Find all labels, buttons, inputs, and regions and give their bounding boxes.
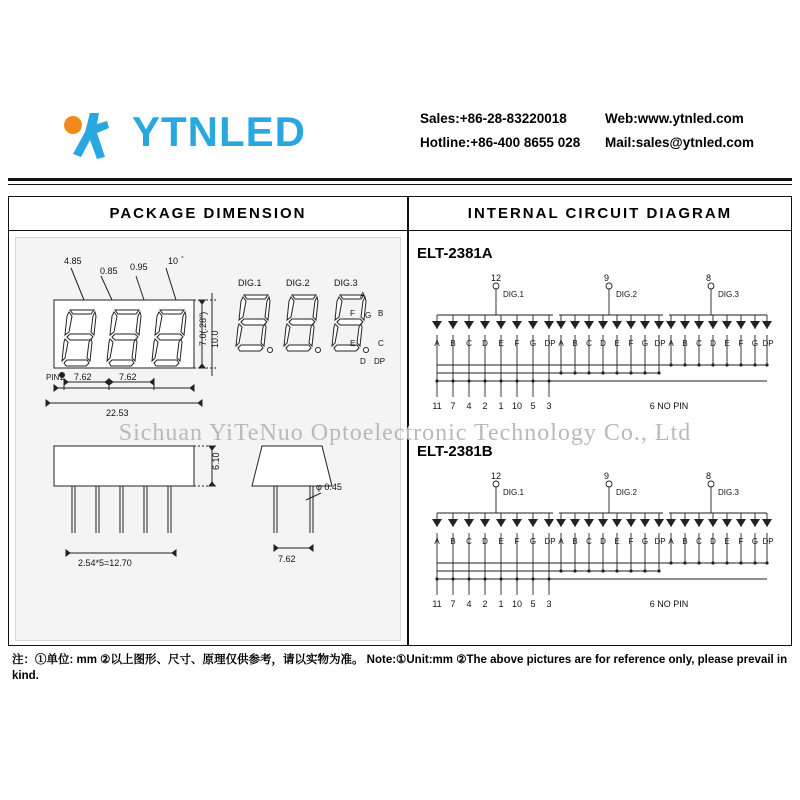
brand-logo <box>60 100 400 170</box>
pin-number-b-5: 10 <box>511 599 523 609</box>
dim-angle-10: 10 <box>168 256 179 266</box>
logo-mark-icon <box>60 105 122 167</box>
svg-text:F: F <box>628 537 634 546</box>
svg-text:A: A <box>558 537 564 546</box>
svg-text:A: A <box>558 339 564 348</box>
part-number-a: ELT-2381A <box>417 245 493 262</box>
footer-note: 注：①单位: mm ②以上图形、尺寸、原理仅供参考，请以实物为准。 Note:①Unit:mm ②The above pictures are for reference only, please prevail in kind. <box>12 654 788 682</box>
label-dig2: DIG.2 <box>286 278 310 288</box>
svg-text:D: D <box>600 537 606 546</box>
svg-text:DP: DP <box>544 339 556 348</box>
svg-text:B: B <box>572 537 578 546</box>
svg-text:D: D <box>710 339 716 348</box>
pin-number-b-2: 4 <box>466 599 472 609</box>
svg-text:DP: DP <box>654 339 666 348</box>
digit-label-1-b: DIG.1 <box>503 488 524 497</box>
package-dimension-drawing <box>16 238 402 642</box>
svg-text:G: G <box>529 537 537 546</box>
svg-text:C: C <box>586 339 592 348</box>
seg-label-c: C <box>378 339 384 348</box>
contact-block <box>420 107 800 155</box>
common-pin-9-b: 9 <box>604 471 610 481</box>
svg-text:C: C <box>466 537 472 546</box>
seg-label-g: G <box>365 311 372 320</box>
dim-0-85: 0.85 <box>100 266 118 276</box>
dim-0-95: 0.95 <box>130 262 148 272</box>
svg-text:C: C <box>696 339 702 348</box>
seg-label-dp: DP <box>374 357 386 366</box>
pin-number-a-1: 7 <box>450 401 456 411</box>
common-pin-8-a: 8 <box>706 273 712 283</box>
svg-text:D: D <box>482 339 488 348</box>
svg-text:A: A <box>434 339 440 348</box>
dim-22-53: 22.53 <box>106 408 129 418</box>
svg-text:E: E <box>498 537 504 546</box>
common-pin-12-a: 12 <box>491 273 502 283</box>
svg-text:DP: DP <box>762 537 774 546</box>
common-pin-12-b: 12 <box>491 471 502 481</box>
pin1-label: PIN1 <box>46 373 64 382</box>
panel-vertical-divider <box>407 197 409 645</box>
digit-label-3-b: DIG.3 <box>718 488 739 497</box>
svg-text:G: G <box>751 339 759 348</box>
svg-text:G: G <box>641 537 649 546</box>
circuit-diagram-b <box>411 467 789 617</box>
main-frame <box>8 196 792 646</box>
dim-7-62-a: 7.62 <box>74 372 92 382</box>
digit-label-3-a: DIG.3 <box>718 290 739 299</box>
circuit-diagram-a <box>411 269 789 419</box>
page-header <box>30 95 775 175</box>
internal-circuit-title: INTERNAL CIRCUIT DIAGRAM <box>467 205 733 222</box>
svg-text:E: E <box>724 537 730 546</box>
pin-number-a-4: 1 <box>498 401 504 411</box>
svg-text:G: G <box>529 339 537 348</box>
contact-hotline: Hotline:+86-400 8655 028 <box>420 135 581 150</box>
package-dimension-panel <box>15 237 401 641</box>
common-pin-8-b: 8 <box>706 471 712 481</box>
digit-label-2-a: DIG.2 <box>616 290 637 299</box>
digit-label-2-b: DIG.2 <box>616 488 637 497</box>
no-pin-note-a: 6 NO PIN <box>649 401 689 411</box>
dim-2-54: 2.54*5=12.70 <box>78 558 132 568</box>
seg-label-a: A <box>360 291 366 300</box>
watermark-text: Sichuan YiTeNuo Optoelectronic Technology Co., Ltd <box>118 420 692 446</box>
svg-text:F: F <box>514 339 520 348</box>
pin-number-a-7: 3 <box>546 401 552 411</box>
svg-text:B: B <box>450 537 456 546</box>
contact-mail: Mail:sales@ytnled.com <box>605 135 754 150</box>
svg-text:E: E <box>724 339 730 348</box>
dim-phi-0-45: φ 0.45 <box>316 482 342 492</box>
svg-text:C: C <box>466 339 472 348</box>
part-number-b: ELT-2381B <box>417 443 493 460</box>
svg-text:F: F <box>738 339 744 348</box>
pin-number-a-2: 4 <box>466 401 472 411</box>
svg-text:A: A <box>668 537 674 546</box>
svg-text:E: E <box>614 537 620 546</box>
degree-icon: ° <box>181 256 184 263</box>
svg-text:F: F <box>514 537 520 546</box>
svg-text:C: C <box>586 537 592 546</box>
svg-text:D: D <box>482 537 488 546</box>
svg-text:B: B <box>682 537 688 546</box>
package-dimension-title: PACKAGE DIMENSION <box>109 205 307 222</box>
pin-number-a-3: 2 <box>482 401 488 411</box>
pin-number-a-6: 5 <box>530 401 536 411</box>
svg-text:C: C <box>696 537 702 546</box>
svg-text:G: G <box>751 537 759 546</box>
svg-text:B: B <box>682 339 688 348</box>
svg-text:DP: DP <box>544 537 556 546</box>
logo-text: YTNLED <box>132 108 306 155</box>
svg-text:A: A <box>434 537 440 546</box>
svg-text:DP: DP <box>654 537 666 546</box>
header-divider-thin <box>8 184 792 185</box>
svg-text:E: E <box>498 339 504 348</box>
pin-number-b-4: 1 <box>498 599 504 609</box>
dim-7-0: 7.0(.28") <box>198 311 208 346</box>
svg-text:E: E <box>614 339 620 348</box>
panel-title-row <box>9 197 791 231</box>
seg-label-b: B <box>378 309 384 318</box>
dim-7-62-b: 7.62 <box>119 372 137 382</box>
svg-text:D: D <box>600 339 606 348</box>
contact-sales: Sales:+86-28-83220018 <box>420 111 567 126</box>
contact-web: Web:www.ytnled.com <box>605 111 744 126</box>
header-divider-thick <box>8 178 792 181</box>
label-dig3: DIG.3 <box>334 278 358 288</box>
seg-label-d: D <box>360 357 366 366</box>
dim-10-0: 10.0 <box>210 330 220 348</box>
dim-7-62-c: 7.62 <box>278 554 296 564</box>
label-dig1: DIG.1 <box>238 278 262 288</box>
pin-number-b-6: 5 <box>530 599 536 609</box>
svg-text:D: D <box>710 537 716 546</box>
dim-4-85: 4.85 <box>64 256 82 266</box>
svg-text:A: A <box>668 339 674 348</box>
dim-6-10: 6.10 <box>211 452 221 470</box>
no-pin-note-b: 6 NO PIN <box>649 599 689 609</box>
pin-number-b-0: 11 <box>432 599 442 609</box>
pin-number-b-3: 2 <box>482 599 488 609</box>
svg-text:DP: DP <box>762 339 774 348</box>
seg-label-f: F <box>350 309 355 318</box>
svg-text:B: B <box>450 339 456 348</box>
svg-text:F: F <box>738 537 744 546</box>
common-pin-9-a: 9 <box>604 273 610 283</box>
pin-number-a-0: 11 <box>432 401 442 411</box>
digit-label-1-a: DIG.1 <box>503 290 524 299</box>
seg-label-e: E <box>350 339 356 348</box>
internal-circuit-panel <box>411 237 789 641</box>
svg-text:G: G <box>641 339 649 348</box>
svg-text:B: B <box>572 339 578 348</box>
svg-text:F: F <box>628 339 634 348</box>
pin-number-b-1: 7 <box>450 599 456 609</box>
pin-number-a-5: 10 <box>511 401 523 411</box>
pin-number-b-7: 3 <box>546 599 552 609</box>
